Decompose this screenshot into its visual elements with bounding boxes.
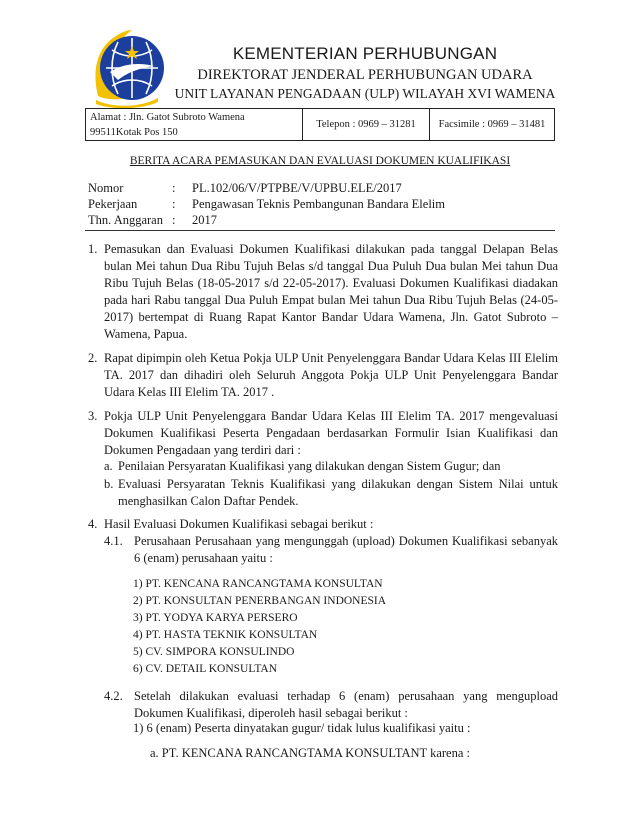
paragraph-number: 1. [88, 242, 98, 256]
section-4-1 [104, 533, 558, 567]
section-4-2-item-1a: a. PT. KENCANA RANCANGTAMA KONSULTANT karena : [150, 746, 470, 760]
paragraph-4 [88, 516, 558, 533]
paragraph-1 [88, 241, 558, 343]
meta-colon: : [172, 181, 176, 195]
item-text: Evaluasi Persyaratan Teknis Kualifikasi yang dilakukan dengan Sistem Nilai untuk menghasilkan Calon Daftar Pendek. [118, 477, 558, 508]
section-text: Setelah dilakukan evaluasi terhadap 6 (enam) perusahaan yang mengupload Dokumen Kualifikasi, diperoleh hasil sebagai berikut : [134, 689, 558, 720]
paragraph-text: Pemasukan dan Evaluasi Dokumen Kualifikasi dilakukan pada tanggal Delapan Belas bulan Mei tahun Dua Ribu Tujuh Belas s/d tanggal Dua Puluh Dua bulan Mei tahun Dua Ribu Tujuh Belas (18-05-2017 s/d 22-05-2017). Evaluasi Dokumen Kualifikasi diadakan pada hari Rabu tanggal Dua Puluh Empat bulan Mei tahun Dua Ribu Tujuh Belas (24-05-2017) bertempat di Ruang Rapat Kantor Bandar Udara Wamena, Jln. Gatot Subroto – Wamena, Papua. [104, 242, 558, 341]
list-item: 5) CV. SIMPORA KONSULINDO [133, 646, 295, 658]
meta-value: Pengawasan Teknis Pembangunan Bandara Elelim [192, 197, 445, 211]
paragraph-text: Pokja ULP Unit Penyelenggara Bandar Udara Kelas III Elelim TA. 2017 mengevaluasi Dokumen Kualifikasi Peserta Pengadaan berdasarkan Formulir Isian Kualifikasi dan Dokumen Pengadaan yang terdiri dari : [104, 409, 558, 457]
meta-colon: : [172, 197, 176, 211]
document-title: BERITA ACARA PEMASUKAN DAN EVALUASI DOKUMEN KUALIFIKASI [129, 155, 511, 167]
list-item: 6) CV. DETAIL KONSULTAN [133, 663, 278, 675]
list-item: 4) PT. HASTA TEKNIK KONSULTAN [133, 629, 318, 641]
meta-row-anggaran [88, 212, 217, 228]
paragraph-3-item-b [104, 476, 558, 510]
paragraph-text: Rapat dipimpin oleh Ketua Pokja ULP Unit Penyelenggara Bandar Udara Kelas III Elelim TA. 2017 dan dihadiri oleh Seluruh Anggota Pokja ULP Unit Penyelenggara Bandar Udara Kelas III Elelim TA. 2017 . [104, 351, 558, 399]
ministry-emblem-icon [88, 26, 166, 110]
paragraph-3 [88, 408, 558, 459]
section-text: Perusahaan Perusahaan yang mengunggah (upload) Dokumen Kualifikasi sebanyak 6 (enam) perusahaan yaitu : [134, 534, 558, 565]
item-label: a. [104, 459, 113, 473]
list-item: 3) PT. YODYA KARYA PERSERO [133, 612, 298, 624]
meta-colon: : [172, 213, 176, 227]
meta-label: Pekerjaan [88, 197, 138, 211]
list-item: 2) PT. KONSULTAN PENERBANGAN INDONESIA [133, 595, 387, 607]
paragraph-number: 2. [88, 351, 98, 365]
section-label: 4.2. [104, 689, 123, 703]
paragraph-text: Hasil Evaluasi Dokumen Kualifikasi sebagai berikut : [104, 517, 374, 531]
meta-label: Nomor [88, 181, 124, 195]
meta-value: PL.102/06/V/PTPBE/V/UPBU.ELE/2017 [192, 181, 402, 195]
contact-table [85, 108, 555, 141]
list-item: 1) PT. KENCANA RANCANGTAMA KONSULTAN [133, 578, 383, 590]
address-line-2: 99511Kotak Pos 150 [90, 127, 178, 138]
section-4-2 [104, 688, 558, 722]
unit-name: UNIT LAYANAN PENGADAAN (ULP) WILAYAH XVI WAMENA [174, 86, 556, 101]
meta-label: Thn. Anggaran [88, 213, 163, 227]
meta-value: 2017 [192, 213, 217, 227]
section-label: 4.1. [104, 534, 123, 548]
address-line-1: Alamat : Jln. Gatot Subroto Wamena [90, 112, 245, 123]
item-label: b. [104, 477, 114, 491]
address-cell [86, 109, 303, 141]
meta-row-nomor [88, 180, 402, 196]
phone-cell: Telepon : 0969 – 31281 [303, 109, 430, 141]
meta-row-pekerjaan [88, 196, 445, 212]
paragraph-number: 4. [88, 517, 98, 531]
fax-cell: Facsimile : 0969 – 31481 [430, 109, 555, 141]
section-4-2-item-1: 1) 6 (enam) Peserta dinyatakan gugur/ tidak lulus kualifikasi yaitu : [133, 721, 471, 735]
directorate-name: DIREKTORAT JENDERAL PERHUBUNGAN UDARA [197, 67, 533, 83]
ministry-name: KEMENTERIAN PERHUBUNGAN [232, 44, 498, 63]
paragraph-number: 3. [88, 409, 98, 423]
logo-graphic [88, 26, 166, 110]
company-list [133, 576, 386, 678]
paragraph-3-item-a [104, 458, 558, 475]
header-divider [85, 230, 555, 231]
paragraph-2 [88, 350, 558, 401]
item-text: Penilaian Persyaratan Kualifikasi yang dilakukan dengan Sistem Gugur; dan [118, 459, 501, 473]
